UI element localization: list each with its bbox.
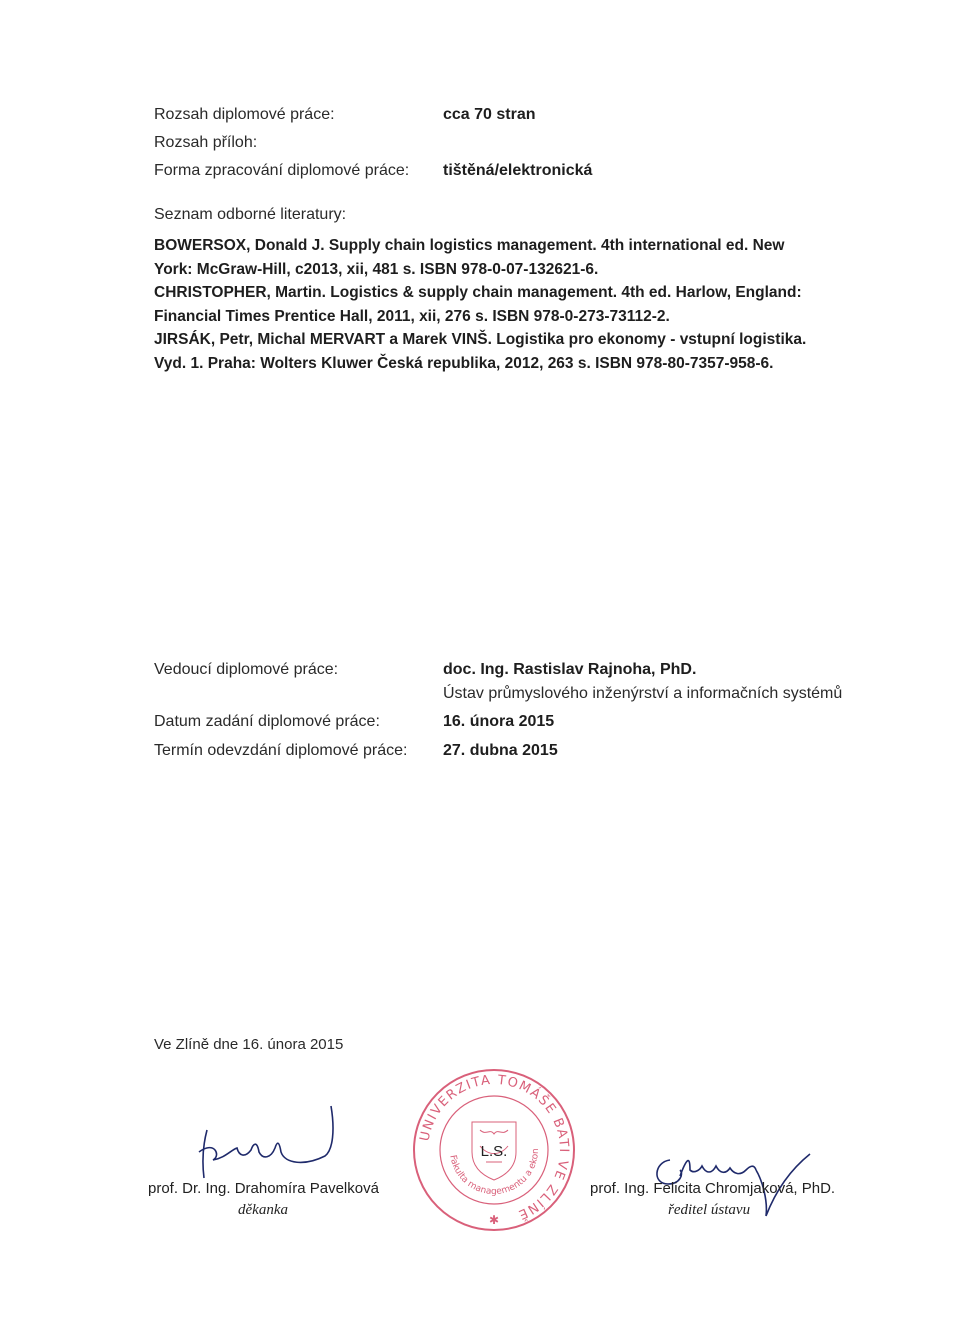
stamp-outer-text: UNIVERZITA TOMÁŠE BATI VE ZLÍNĚ	[417, 1072, 572, 1223]
supervisor-name: doc. Ing. Rastislav Rajnoha, PhD.	[443, 661, 697, 678]
rozsah-value: cca 70 stran	[443, 106, 536, 123]
due-date-value: 27. dubna 2015	[443, 742, 558, 759]
star-icon: ✱	[488, 1213, 500, 1227]
forma-value: tištěná/elektronická	[443, 162, 593, 179]
literature-line: Financial Times Prentice Hall, 2011, xii, 276 s. ISBN 978-0-273-73112-2.	[154, 307, 670, 325]
literature-line: York: McGraw-Hill, c2013, xii, 481 s. ISBN 978-0-07-132621-6.	[154, 260, 599, 278]
prilohy-label: Rozsah příloh:	[154, 134, 258, 151]
supervisor-institute: Ústav průmyslového inženýrství a informačních systémů	[443, 685, 843, 702]
director-role: ředitel ústavu	[668, 1202, 751, 1218]
assigned-date-label: Datum zadání diplomové práce:	[154, 713, 380, 730]
literature-line: CHRISTOPHER, Martin. Logistics & supply chain management. 4th ed. Harlow, England:	[154, 284, 802, 301]
due-date-label: Termín odevzdání diplomové práce:	[154, 742, 408, 759]
literature-list	[154, 234, 854, 375]
dean-signature	[185, 1100, 345, 1180]
forma-label: Forma zpracování diplomové práce:	[154, 162, 410, 179]
literature-heading: Seznam odborné literatury:	[154, 206, 347, 223]
stamp-inner-text: Fakulta managementu a ekonomiky	[405, 1059, 542, 1198]
rozsah-label: Rozsah diplomové práce:	[154, 106, 335, 123]
university-stamp	[405, 1059, 578, 1234]
literature-line: JIRSÁK, Petr, Michal MERVART a Marek VINŠ. Logistika pro ekonomy - vstupní logistika.	[154, 331, 807, 348]
assigned-date-value: 16. února 2015	[443, 713, 555, 730]
stamp-ls-text: L.S.	[480, 1143, 508, 1160]
dean-name: prof. Dr. Ing. Drahomíra Pavelková	[148, 1180, 379, 1197]
place-date: Ve Zlíně dne 16. února 2015	[154, 1036, 344, 1053]
literature-line: BOWERSOX, Donald J. Supply chain logistics management. 4th international ed. New	[154, 237, 785, 254]
literature-line: Vyd. 1. Praha: Wolters Kluwer Česká republika, 2012, 263 s. ISBN 978-80-7357-958-6.	[154, 354, 774, 372]
dean-role: děkanka	[238, 1202, 288, 1218]
director-name: prof. Ing. Felicita Chromjaková, PhD.	[590, 1180, 836, 1197]
supervisor-label: Vedoucí diplomové práce:	[154, 661, 339, 678]
